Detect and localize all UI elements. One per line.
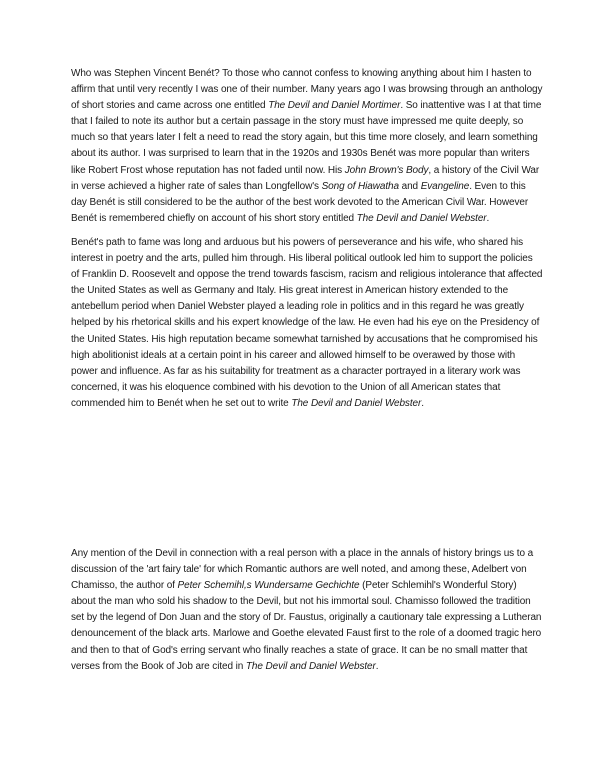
paragraph-text: . So inattentive was I at that time that I failed to note its author but a certain passage in the story must have impressed me quite deeply, so much so that years later I felt a need to read the story again, but this time more closely, and learn something about its author. I was surprised to learn that in the 1920s and 1930s Benét was more popular than writers like Robert Frost whose reputation has not faded until now. His (71, 100, 542, 176)
paragraph-text: . (375, 660, 379, 672)
paragraph-devil-tradition (71, 546, 543, 675)
italic-title-text: The Devil and Daniel Webster (356, 212, 487, 224)
italic-title-text: The Devil and Daniel Webster (291, 397, 422, 409)
paragraph-text: Benét's path to fame was long and arduous but his powers of perseverance and his wife, who shared his interest in poetry and the arts, pulled him through. His liberal political outlook led him to support the policies of Franklin D. Roosevelt and oppose the trend towards fascism, racism and religious intolerance that affected the United States as well as Germany and Italy. His great interest in American history extended to the antebellum period when Daniel Webster played a leading role in politics and in this regard he was greatly helped by his rhetorical skills and his expert knowledge of the law. He even had his eye on the Presidency of the United States. His high reputation became somewhat tarnished by accusations that he compromised his high abolitionist ideals at a certain point in his career and allowed himself to be overawed by those with power and influence. As far as his suitability for treatment as a character portrayed in a literary work was concerned, it was his eloquence combined with his devotion to the Union of all American states that commended him to Benét when he set out to write (71, 237, 543, 409)
paragraph-text: and (398, 180, 421, 192)
paragraph-daniel-webster (71, 235, 543, 412)
italic-title-text: John Brown's Body (344, 164, 429, 176)
italic-title-text: The Devil and Daniel Mortimer (268, 100, 401, 112)
paragraph-text: Who was Stephen Vincent Benét? To those who cannot confess to knowing anything about him I hasten to affirm that until very recently I was one of their number. Many years ago I was browsing through an anthology of short stories and came across one entitled (71, 68, 543, 112)
italic-title-text: Evangeline (420, 180, 470, 192)
paragraph-text: Any mention of the Devil in connection with a real person with a place in the annals of history brings us to a discussion of the 'art fairy tale' for which Romantic authors are well noted, and among these, Adelbert von Chamisso, the author of (71, 548, 534, 592)
italic-title-text: The Devil and Daniel Webster (245, 660, 376, 672)
paragraph-text: . (486, 212, 490, 224)
paragraph-benet-introduction (71, 66, 543, 227)
paragraph-text: (Peter Schlemihl's Wonderful Story) about the man who sold his shadow to the Devil, but not his immortal soul. Chamisso followed the tradition set by the legend of Don Juan and the story of Dr. Faustus, originally a cautionary tale expressing a Lutheran denouncement of the black arts. Marlowe and Goethe elevated Faust first to the role of a doomed tragic hero and then to that of God's erring servant who finally reaches a state of grace. It can be no small matter that verses from the Book of Job are cited in (71, 580, 542, 672)
italic-title-text: Song of Hiawatha (321, 180, 399, 192)
paragraph-text: , a history of the Civil War in verse achieved a higher rate of sales than Longfellow's (71, 164, 540, 192)
paragraph-text: . Even to this day Benét is still considered to be the author of the best work devoted to the American Civil War. However Benét is remembered chiefly on account of his short story entitled (71, 180, 529, 224)
italic-title-text: Peter Schemihl,s Wundersame Gechichte (177, 580, 360, 592)
paragraph-text: . (421, 397, 424, 409)
